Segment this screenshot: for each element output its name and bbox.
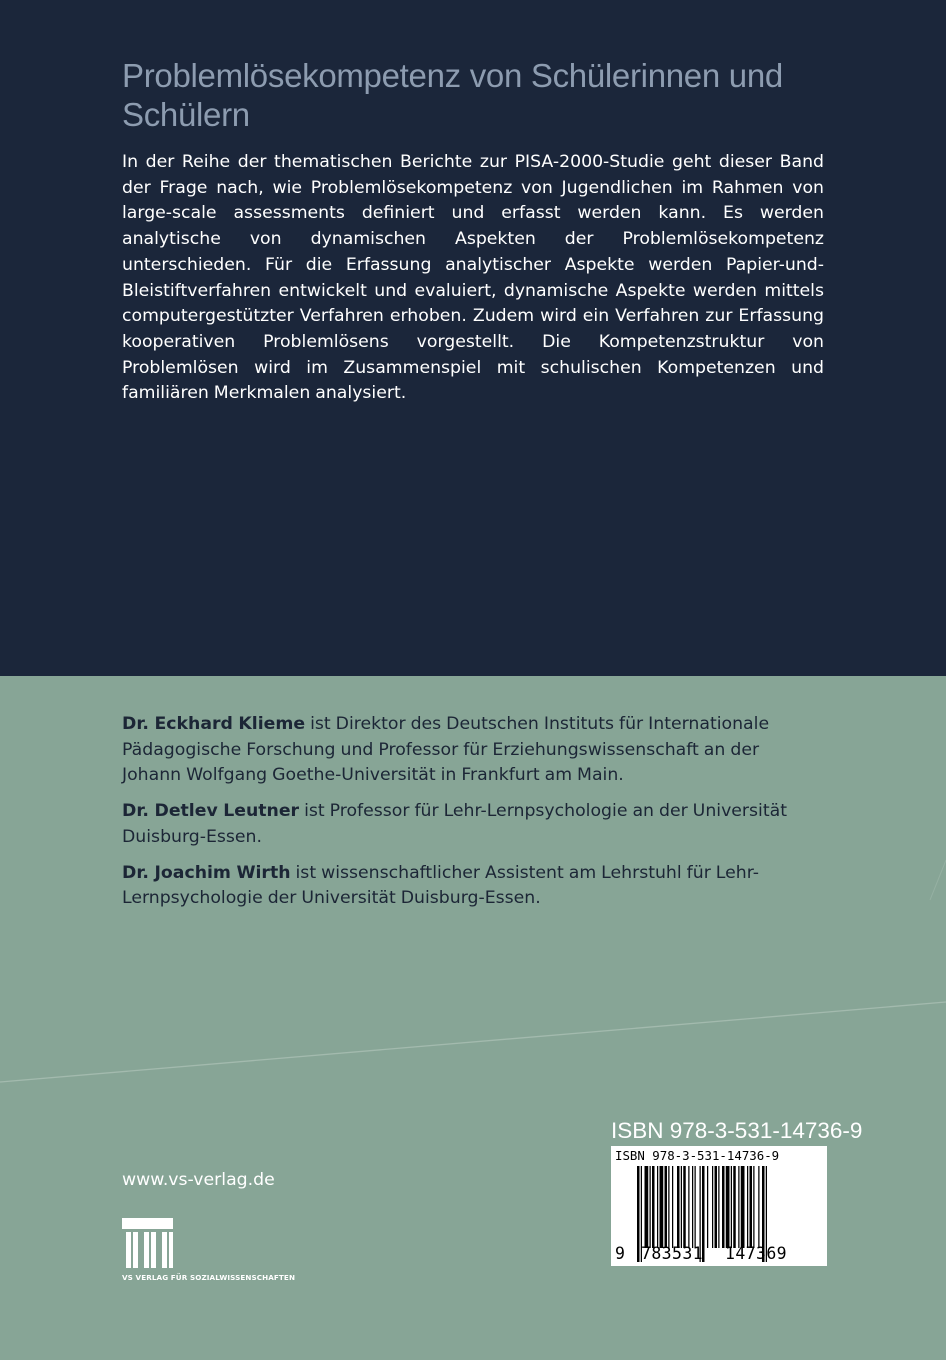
barcode-bar [753,1166,754,1248]
author-name: Dr. Detlev Leutner [122,801,300,822]
author-bio: ist Professor für Lehr-Lernpsychologie an der Universität Duisburg-Essen. [122,801,787,847]
barcode-bar [712,1166,713,1248]
isbn-label: ISBN 978-3-531-14736-9 [611,1118,863,1143]
barcode-bar [722,1166,725,1248]
barcode-bar [747,1166,748,1248]
barcode-digits [611,1244,827,1266]
barcode-isbn-text: ISBN 978-3-531-14736-9 [615,1148,780,1163]
barcode-bar [657,1166,658,1248]
book-title: Problemlösekompetenz von Schülerinnen und Schülern [122,57,783,133]
author-name: Dr. Joachim Wirth [122,862,291,883]
publisher-website: www.vs-verlag.de [122,1170,275,1190]
barcode-bar [688,1166,689,1248]
barcode [611,1146,827,1266]
barcode-bar [660,1166,664,1248]
barcode-bar [731,1166,732,1248]
barcode-bar [758,1166,759,1248]
barcode-bar [645,1166,649,1248]
barcode-digit-first: 9 [615,1244,625,1263]
barcode-digits-right: 147369 [725,1244,788,1263]
author-list [122,712,822,922]
author-entry [122,861,822,912]
barcode-bar [741,1166,745,1248]
barcode-bar [692,1166,693,1248]
upper-panel [0,0,946,676]
barcode-bar [665,1166,668,1248]
barcode-bar [652,1166,655,1248]
barcode-bar [726,1166,730,1248]
barcode-bar [650,1166,651,1248]
author-name: Dr. Eckhard Klieme [122,714,306,734]
barcode-bar [672,1166,673,1248]
author-entry [122,799,822,850]
author-entry [122,712,822,789]
barcode-bar [718,1166,719,1248]
barcode-bar [738,1166,739,1248]
barcode-bar [668,1166,669,1248]
barcode-bar [677,1166,680,1248]
author-bio: ist wissenschaftlicher Assistent am Lehrstuhl für Lehr-Lernpsychologie der Universität Duisburg-Essen. [122,862,759,909]
barcode-bar [707,1166,708,1248]
author-bio: ist Direktor des Deutschen Instituts für Internationale Pädagogische Forschung und Professor für Erziehungswissenschaft an der Johann Wolfgang Goethe-Universität in Frankfurt am Main. [122,714,770,786]
barcode-bar [733,1166,736,1248]
barcode-bar [715,1166,718,1248]
barcode-bar [750,1166,753,1248]
book-description: In der Reihe der thematischen Berichte zur PISA-2000-Studie geht dieser Band der Frage nach, wie Problemlösekompetenz von Jugendlichen im Rahmen von large-scale assessments definiert und erfasst werden kann. Es werden analytische von dynamischen Aspekten der Problemlösekompetenz unterschieden. Für die Erfassung analytischer Aspekte werden Papier-und-Bleistiftverfahren entwickelt und evaluiert, dynamische Aspekte werden mittels computergestützter Verfahren erhoben. Zudem wird ein Verfahren zur Erfassung kooperativen Problemlösens vorgestellt. Die Kompetenzstruktur von Problemlösen wird im Zusammenspiel mit schulischen Kompetenzen und familiären Merkmalen analysiert. [122,152,824,404]
barcode-bar [695,1166,696,1248]
publisher-logo-caption: VS VERLAG FÜR SOZIALWISSENSCHAFTEN [122,1273,296,1282]
barcode-bar [683,1166,686,1248]
barcode-bar [681,1166,682,1248]
barcode-digits-left: 783531 [641,1244,704,1263]
